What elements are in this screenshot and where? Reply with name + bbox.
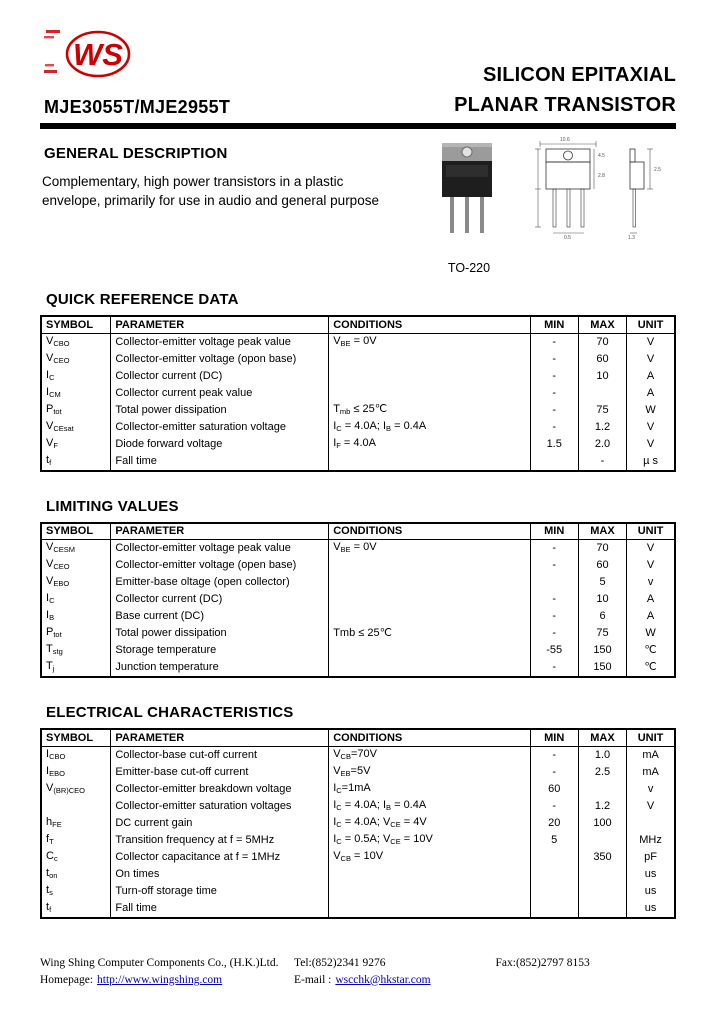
- max-cell: [578, 781, 626, 798]
- column-header-parameter: PARAMETER: [111, 316, 329, 333]
- section-heading-limiting-values: LIMITING VALUES: [46, 497, 179, 515]
- symbol-cell: $t_{on}$: [41, 866, 111, 883]
- min-cell: [530, 866, 578, 883]
- min-cell: [530, 900, 578, 918]
- part-number: MJE3055T/MJE2955T: [44, 97, 231, 117]
- max-cell: 1.2: [578, 798, 626, 815]
- table-row: [41, 815, 675, 832]
- unit-cell: A: [627, 385, 675, 402]
- column-header-unit: UNIT: [627, 523, 675, 540]
- parameter-cell: Turn-off storage time: [111, 883, 329, 900]
- parameter-cell: Fall time: [111, 453, 329, 471]
- column-header-max: MAX: [578, 316, 626, 333]
- column-header-symbol: SYMBOL: [41, 729, 111, 746]
- parameter-cell: Collector-emitter saturation voltage: [111, 419, 329, 436]
- unit-cell: v: [627, 574, 675, 591]
- symbol-cell: $I_C$: [41, 368, 111, 385]
- unit-cell: MHz: [627, 832, 675, 849]
- max-cell: 150: [578, 659, 626, 677]
- parameter-cell: Emitter-base oltage (open collector): [111, 574, 329, 591]
- dim-label: 1.3: [628, 235, 635, 241]
- unit-cell: ℃: [627, 642, 675, 659]
- table-row: [41, 625, 675, 642]
- conditions-cell: $I_C=1mA$: [329, 781, 530, 798]
- min-cell: -: [530, 557, 578, 574]
- general-description-section: [40, 135, 676, 275]
- min-cell: [530, 883, 578, 900]
- table-row: [41, 798, 675, 815]
- table-row: [41, 866, 675, 883]
- unit-cell: us: [627, 866, 675, 883]
- conditions-cell: [329, 557, 530, 574]
- max-cell: 75: [578, 625, 626, 642]
- symbol-cell: $I_B$: [41, 608, 111, 625]
- min-cell: -: [530, 608, 578, 625]
- min-cell: -: [530, 351, 578, 368]
- conditions-cell: $V_{EB}=5V$: [329, 764, 530, 781]
- max-cell: 60: [578, 351, 626, 368]
- parameter-cell: Collector-emitter breakdown voltage: [111, 781, 329, 798]
- min-cell: -: [530, 659, 578, 677]
- min-cell: -: [530, 368, 578, 385]
- unit-cell: V: [627, 540, 675, 558]
- parameter-cell: Collector current peak value: [111, 385, 329, 402]
- symbol-cell: $T_j$: [41, 659, 111, 677]
- min-cell: 60: [530, 781, 578, 798]
- conditions-cell: [329, 368, 530, 385]
- conditions-cell: [329, 453, 530, 471]
- table-row: [41, 419, 675, 436]
- conditions-cell: [329, 574, 530, 591]
- unit-cell: V: [627, 351, 675, 368]
- parameter-cell: Fall time: [111, 900, 329, 918]
- max-cell: [578, 900, 626, 918]
- table-row: [41, 333, 675, 351]
- unit-cell: A: [627, 608, 675, 625]
- max-cell: [578, 385, 626, 402]
- table-row: [41, 574, 675, 591]
- parameter-cell: Collector current (DC): [111, 591, 329, 608]
- min-cell: -: [530, 333, 578, 351]
- symbol-cell: $V_{EBO}$: [41, 574, 111, 591]
- min-cell: 20: [530, 815, 578, 832]
- table-row: [41, 642, 675, 659]
- homepage-link[interactable]: http://www.wingshing.com: [97, 973, 223, 986]
- package-outline-side: [630, 149, 653, 233]
- unit-cell: [627, 815, 675, 832]
- conditions-cell: [329, 608, 530, 625]
- table-row: [41, 746, 675, 764]
- min-cell: -: [530, 591, 578, 608]
- min-cell: -: [530, 385, 578, 402]
- section-heading-electrical-characteristics: ELECTRICAL CHARACTERISTICS: [46, 704, 294, 721]
- parameter-cell: Collector-emitter voltage peak value: [111, 540, 329, 558]
- parameter-cell: Emitter-base cut-off current: [111, 764, 329, 781]
- symbol-cell: $V_{CEO}$: [41, 557, 111, 574]
- dim-label: 10.6: [560, 137, 570, 143]
- column-header-min: MIN: [530, 316, 578, 333]
- max-cell: 1.2: [578, 419, 626, 436]
- max-cell: 2.0: [578, 436, 626, 453]
- unit-cell: V: [627, 557, 675, 574]
- electrical-characteristics-table: [40, 728, 676, 919]
- table-row: [41, 351, 675, 368]
- company-name: Wing Shing Computer Components Co., (H.K.)Ltd.: [40, 956, 279, 969]
- min-cell: -: [530, 625, 578, 642]
- column-header-min: MIN: [530, 729, 578, 746]
- ws-logo: [42, 24, 146, 86]
- parameter-cell: Collector-emitter voltage peak value: [111, 333, 329, 351]
- parameter-cell: Base current (DC): [111, 608, 329, 625]
- to-220-figure: [438, 137, 676, 255]
- column-header-unit: UNIT: [627, 316, 675, 333]
- parameter-cell: DC current gain: [111, 815, 329, 832]
- column-header-max: MAX: [578, 523, 626, 540]
- header: [40, 28, 676, 120]
- min-cell: -: [530, 402, 578, 419]
- conditions-cell: $I_F = 4.0A$: [329, 436, 530, 453]
- symbol-cell: $t_s$: [41, 883, 111, 900]
- min-cell: 1.5: [530, 436, 578, 453]
- column-header-conditions: CONDITIONS: [329, 523, 530, 540]
- package-figure: [438, 135, 676, 275]
- min-cell: [530, 574, 578, 591]
- parameter-cell: Collector current (DC): [111, 368, 329, 385]
- conditions-cell: $I_C = 4.0A$; $I_B = 0.4A$: [329, 419, 530, 436]
- parameter-cell: Transition frequency at f = 5MHz: [111, 832, 329, 849]
- symbol-cell: $V_{CBO}$: [41, 333, 111, 351]
- conditions-cell: [329, 351, 530, 368]
- dim-label: 4.5: [598, 153, 605, 159]
- to-220-photo: [442, 143, 492, 233]
- min-cell: -: [530, 798, 578, 815]
- min-cell: [530, 453, 578, 471]
- doc-title: [454, 60, 676, 120]
- limiting-values-table: [40, 522, 676, 679]
- conditions-cell: [329, 900, 530, 918]
- symbol-cell: $V_F$: [41, 436, 111, 453]
- footer-line1: [40, 955, 676, 972]
- parameter-cell: Collector-emitter voltage (open base): [111, 557, 329, 574]
- unit-cell: us: [627, 900, 675, 918]
- unit-cell: V: [627, 333, 675, 351]
- email-label: E-mail :: [294, 973, 332, 986]
- quick-reference-table: [40, 315, 676, 472]
- table-row: [41, 557, 675, 574]
- parameter-cell: On times: [111, 866, 329, 883]
- unit-cell: us: [627, 883, 675, 900]
- conditions-cell: $I_C = 0.5A$; $V_{CE} = 10V$: [329, 832, 530, 849]
- max-cell: 70: [578, 333, 626, 351]
- symbol-cell: $T_{stg}$: [41, 642, 111, 659]
- parameter-cell: Junction temperature: [111, 659, 329, 677]
- column-header-min: MIN: [530, 523, 578, 540]
- symbol-cell: $t_f$: [41, 900, 111, 918]
- min-cell: -: [530, 540, 578, 558]
- max-cell: 6: [578, 608, 626, 625]
- unit-cell: V: [627, 436, 675, 453]
- table-row: [41, 540, 675, 558]
- quick-reference-section: [40, 291, 676, 472]
- min-cell: 5: [530, 832, 578, 849]
- conditions-cell: [329, 591, 530, 608]
- symbol-cell: [41, 798, 111, 815]
- parameter-cell: Collector-base cut-off current: [111, 746, 329, 764]
- table-row: [41, 781, 675, 798]
- table-row: [41, 900, 675, 918]
- dim-label: 2.5: [654, 167, 661, 173]
- column-header-conditions: CONDITIONS: [329, 729, 530, 746]
- symbol-cell: $P_{tot}$: [41, 402, 111, 419]
- fax-number: Fax:(852)2797 8153: [495, 956, 590, 969]
- unit-cell: mA: [627, 746, 675, 764]
- column-header-symbol: SYMBOL: [41, 316, 111, 333]
- table-row: [41, 764, 675, 781]
- max-cell: 75: [578, 402, 626, 419]
- table-row: [41, 659, 675, 677]
- parameter-cell: Collector-emitter voltage (opon base): [111, 351, 329, 368]
- dim-label: 2.8: [598, 173, 605, 179]
- symbol-cell: $V_{(BR)CEO}$: [41, 781, 111, 798]
- max-cell: 100: [578, 815, 626, 832]
- min-cell: -: [530, 746, 578, 764]
- symbol-cell: $I_{CM}$: [41, 385, 111, 402]
- max-cell: 150: [578, 642, 626, 659]
- conditions-cell: [329, 866, 530, 883]
- column-header-symbol: SYMBOL: [41, 523, 111, 540]
- table-row: [41, 453, 675, 471]
- table-row: [41, 402, 675, 419]
- symbol-cell: $f_T$: [41, 832, 111, 849]
- conditions-cell: $V_{CB}=70V$: [329, 746, 530, 764]
- header-rule: [40, 123, 676, 129]
- column-header-unit: UNIT: [627, 729, 675, 746]
- symbol-cell: $I_C$: [41, 591, 111, 608]
- table-row: [41, 883, 675, 900]
- email-link[interactable]: wscchk@hkstar.com: [335, 973, 431, 986]
- table-row: [41, 591, 675, 608]
- column-header-max: MAX: [578, 729, 626, 746]
- unit-cell: µ s: [627, 453, 675, 471]
- unit-cell: A: [627, 591, 675, 608]
- unit-cell: ℃: [627, 659, 675, 677]
- conditions-cell: $I_C = 4.0A$; $V_{CE} = 4V$: [329, 815, 530, 832]
- parameter-cell: Collector-emitter saturation voltages: [111, 798, 329, 815]
- max-cell: 10: [578, 368, 626, 385]
- max-cell: [578, 883, 626, 900]
- table-row: [41, 385, 675, 402]
- max-cell: 10: [578, 591, 626, 608]
- unit-cell: v: [627, 781, 675, 798]
- dim-label: 0.5: [564, 235, 571, 241]
- max-cell: [578, 832, 626, 849]
- electrical-characteristics-section: [40, 704, 676, 919]
- unit-cell: pF: [627, 849, 675, 866]
- symbol-cell: $I_{CBO}$: [41, 746, 111, 764]
- unit-cell: A: [627, 368, 675, 385]
- min-cell: [530, 849, 578, 866]
- description-text: Complementary, high power transistors in a plastic envelope, primarily for use in audio and general purpose: [42, 174, 379, 209]
- conditions-cell: $V_{BE} = 0V$: [329, 540, 530, 558]
- footer-line2: [40, 972, 676, 989]
- min-cell: -55: [530, 642, 578, 659]
- footer: [40, 955, 676, 990]
- symbol-cell: $C_c$: [41, 849, 111, 866]
- parameter-cell: Total power dissipation: [111, 625, 329, 642]
- ws-logo-text: WS: [73, 37, 123, 72]
- column-header-conditions: CONDITIONS: [329, 316, 530, 333]
- min-cell: -: [530, 764, 578, 781]
- doc-title-line2: PLANAR TRANSISTOR: [454, 94, 676, 116]
- max-cell: 350: [578, 849, 626, 866]
- symbol-cell: $V_{CEsat}$: [41, 419, 111, 436]
- symbol-cell: $V_{CEO}$: [41, 351, 111, 368]
- conditions-cell: $T_{mb}$ ≤ 25℃: [329, 402, 530, 419]
- doc-title-line1: SILICON EPITAXIAL: [482, 64, 676, 86]
- column-header-parameter: PARAMETER: [111, 729, 329, 746]
- parameter-cell: Diode forward voltage: [111, 436, 329, 453]
- parameter-cell: Collector capacitance at f = 1MHz: [111, 849, 329, 866]
- max-cell: 70: [578, 540, 626, 558]
- unit-cell: V: [627, 419, 675, 436]
- table-row: [41, 608, 675, 625]
- max-cell: 1.0: [578, 746, 626, 764]
- max-cell: [578, 866, 626, 883]
- symbol-cell: $t_f$: [41, 453, 111, 471]
- max-cell: 2.5: [578, 764, 626, 781]
- symbol-cell: $P_{tot}$: [41, 625, 111, 642]
- tel-number: Tel:(852)2341 9276: [294, 956, 386, 969]
- section-heading-quick-reference: QUICK REFERENCE DATA: [46, 291, 239, 308]
- symbol-cell: $I_{EBO}$: [41, 764, 111, 781]
- section-heading-general-description: GENERAL DESCRIPTION: [44, 145, 228, 162]
- symbol-cell: $h_{FE}$: [41, 815, 111, 832]
- table-header-row: [41, 729, 675, 746]
- conditions-cell: [329, 659, 530, 677]
- conditions-cell: $I_C = 4.0A$; $I_B = 0.4A$: [329, 798, 530, 815]
- table-row: [41, 832, 675, 849]
- unit-cell: V: [627, 798, 675, 815]
- table-row: [41, 849, 675, 866]
- conditions-cell: $V_{CB} = 10V$: [329, 849, 530, 866]
- max-cell: 60: [578, 557, 626, 574]
- symbol-cell: $V_{CESM}$: [41, 540, 111, 558]
- conditions-cell: [329, 883, 530, 900]
- parameter-cell: Storage temperature: [111, 642, 329, 659]
- unit-cell: W: [627, 625, 675, 642]
- conditions-cell: [329, 385, 530, 402]
- conditions-cell: [329, 642, 530, 659]
- parameter-cell: Total power dissipation: [111, 402, 329, 419]
- conditions-cell: Tmb ≤ 25℃: [329, 625, 530, 642]
- package-outline-front: [535, 141, 596, 233]
- unit-cell: mA: [627, 764, 675, 781]
- homepage-label: Homepage:: [40, 973, 94, 986]
- max-cell: -: [578, 453, 626, 471]
- conditions-cell: $V_{BE} = 0V$: [329, 333, 530, 351]
- table-header-row: [41, 316, 675, 333]
- min-cell: -: [530, 419, 578, 436]
- package-caption: TO-220: [447, 261, 491, 275]
- max-cell: 5: [578, 574, 626, 591]
- column-header-parameter: PARAMETER: [111, 523, 329, 540]
- table-row: [41, 436, 675, 453]
- limiting-values-section: [40, 498, 676, 679]
- table-header-row: [41, 523, 675, 540]
- table-row: [41, 368, 675, 385]
- unit-cell: W: [627, 402, 675, 419]
